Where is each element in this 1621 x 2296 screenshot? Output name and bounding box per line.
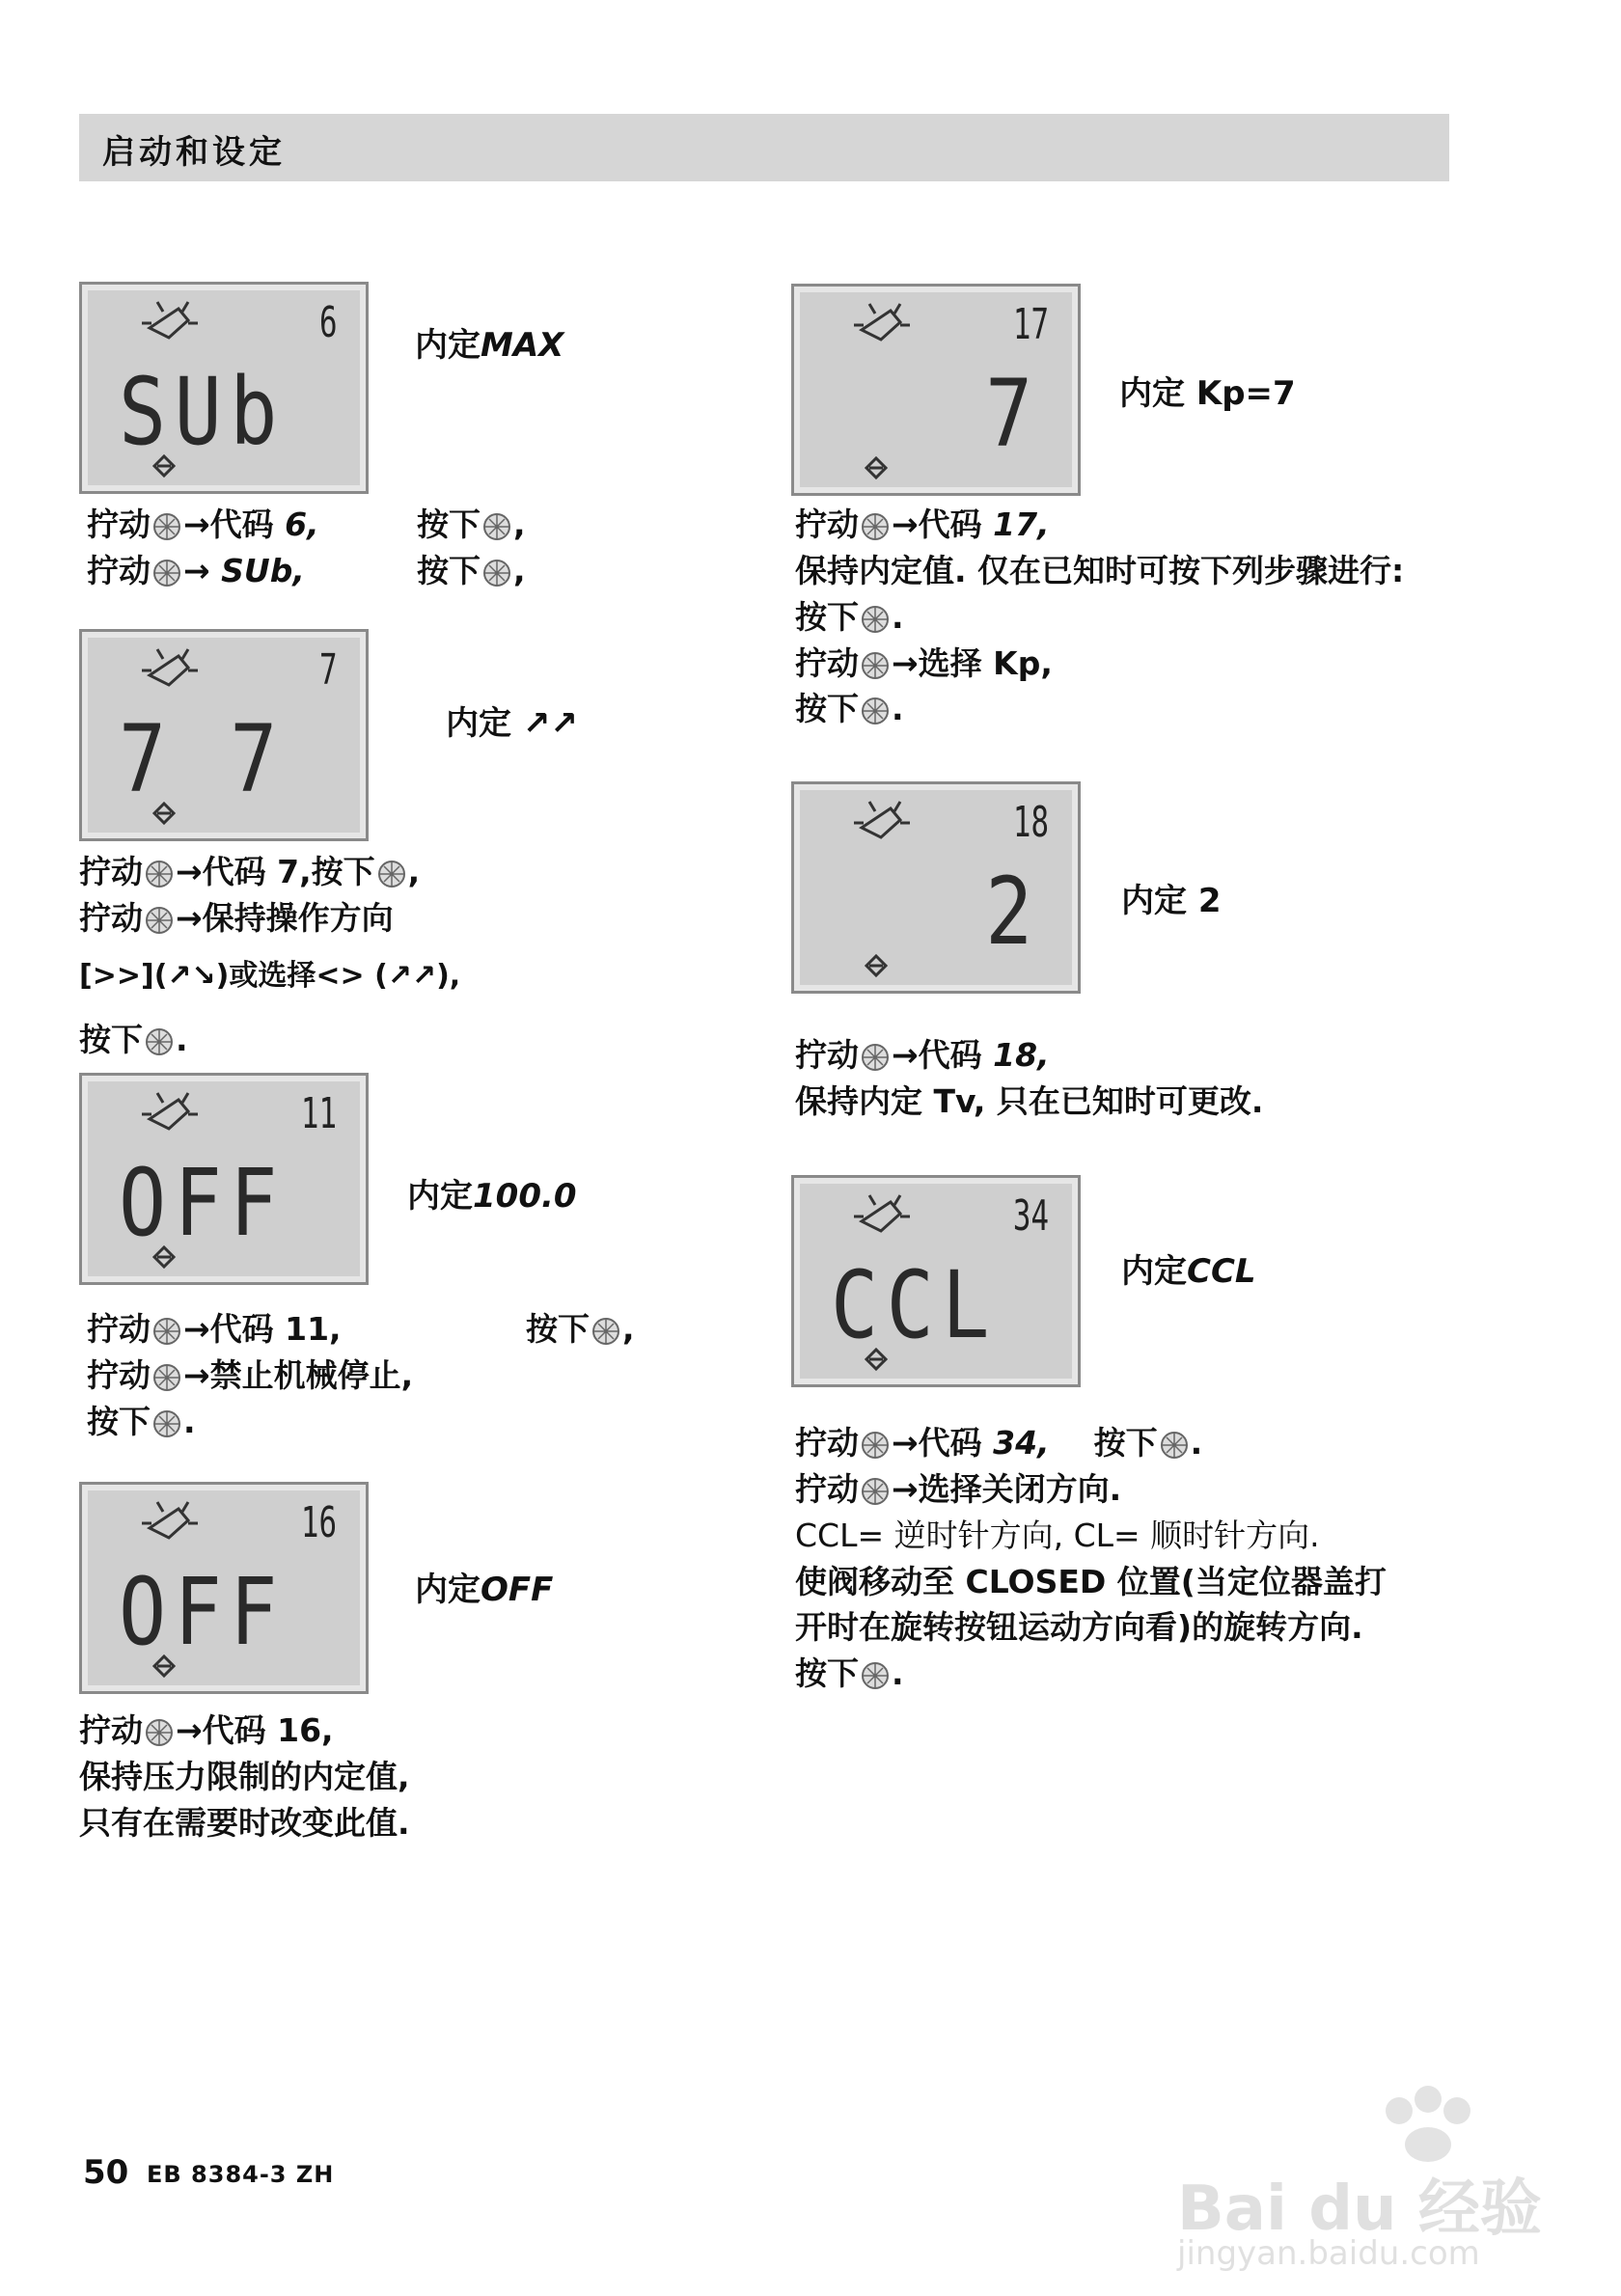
knob-icon [152, 507, 181, 536]
knob-icon [1160, 1426, 1189, 1455]
note-prefix: 内定 [1121, 1252, 1187, 1291]
default-note [1121, 874, 1222, 921]
instruction-block: 拧动 →代码 16, 保持压力限制的内定值, 只有在需要时改变此值. [79, 1711, 410, 1842]
note-prefix: 内定 [415, 326, 481, 365]
instruction-block-right: 按下 , [526, 1310, 635, 1348]
instruction-block: 拧动 →代码 6, 拧动 → SUb, [87, 506, 319, 589]
knob-icon [145, 901, 174, 930]
lcd-value: OFF [119, 1149, 286, 1257]
lcd-value: 7 [985, 360, 1041, 468]
lcd-display-code-6 [79, 282, 369, 494]
note-value: ↗↗ [522, 704, 578, 743]
lcd-display-code-17 [791, 284, 1081, 496]
default-note [1121, 1244, 1256, 1292]
section-title: 启动和设定 [102, 133, 286, 172]
instruction-block: 拧动 →代码 18, 保持内定 Tv, 只在已知时可更改. [795, 1036, 1264, 1120]
knob-icon [145, 1713, 174, 1742]
knob-icon [152, 1312, 181, 1341]
note-value: 2 [1197, 882, 1222, 920]
knob-icon [861, 1472, 890, 1501]
arrow-indicator-icon [866, 458, 886, 478]
lcd-display-code-34 [791, 1175, 1081, 1387]
lcd-code: 18 [1012, 798, 1049, 847]
lcd-value: 2 [985, 858, 1041, 966]
knob-icon [152, 554, 181, 583]
knob-icon [591, 1312, 620, 1341]
default-note [407, 1169, 577, 1216]
instruction-block: 拧动 →代码 34, 按下 . 拧动 →选择关闭方向. CCL= 逆时针方向, CL= 顺时针方向. 使阀移动至 CLOSED 位置(当定位器盖打 开时在旋转按钮运动方向看)的旋转方向. 按下 . [795, 1424, 1387, 1693]
knob-icon [482, 554, 511, 583]
knob-icon [482, 507, 511, 536]
watermark-brand: Bai du 经验 [1177, 2173, 1542, 2245]
note-prefix: 内定 [446, 704, 511, 743]
knob-icon [861, 1656, 890, 1685]
instruction-block: 拧动 →代码 7,按下 , 拧动 →保持操作方向 [79, 853, 421, 937]
knob-icon [861, 692, 890, 721]
lcd-value: SUb [119, 358, 286, 466]
lcd-code: 11 [300, 1089, 337, 1138]
note-value: MAX [481, 326, 564, 365]
instruction-block-right: 按下 , 按下 , [417, 506, 526, 589]
lcd-display-code-11 [79, 1073, 369, 1285]
note-value: 100.0 [473, 1177, 577, 1216]
lcd-value: CCL [831, 1251, 998, 1359]
note-value: Kp=7 [1195, 374, 1296, 413]
instruction-block: 拧动 →代码 11, 拧动 →禁止机械停止, 按下 . [87, 1310, 414, 1440]
instruction-press: 按下 . [79, 1021, 188, 1058]
note-value: CCL [1187, 1252, 1256, 1291]
instruction-block: 拧动 →代码 17, 保持内定值. 仅在已知时可按下列步骤进行: 按下 . 拧动 →选择 Kp, 按下 . [795, 506, 1405, 728]
note-prefix: 内定 [407, 1177, 473, 1216]
lcd-code: 16 [300, 1498, 337, 1547]
note-prefix: 内定 [1119, 374, 1185, 413]
lcd-display-code-18 [791, 781, 1081, 994]
page-number: 50 [83, 2153, 129, 2192]
section-header [79, 114, 1449, 181]
note-prefix: 内定 [1121, 882, 1187, 920]
lcd-display-code-16 [79, 1482, 369, 1694]
note-prefix: 内定 [415, 1571, 481, 1609]
knob-icon [152, 1358, 181, 1387]
default-note [446, 697, 578, 744]
knob-icon [861, 507, 890, 536]
lcd-display-code-7 [79, 629, 369, 841]
direction-options: [>>](↗↘)或选择<> (↗↗), [79, 959, 461, 993]
knob-icon [377, 855, 406, 884]
knob-icon [861, 646, 890, 675]
default-note [1119, 367, 1296, 414]
knob-icon [861, 600, 890, 629]
lcd-code: 34 [1012, 1191, 1049, 1241]
knob-icon [152, 1405, 181, 1434]
lcd-value: 7 7 [119, 705, 286, 813]
watermark [1177, 2072, 1582, 2275]
knob-icon [145, 1023, 174, 1052]
knob-icon [145, 855, 174, 884]
watermark-url: jingyan.baidu.com [1177, 2234, 1480, 2273]
note-value: OFF [481, 1571, 554, 1609]
lcd-value: OFF [119, 1558, 286, 1666]
lcd-code: 7 [318, 645, 337, 695]
knob-icon [861, 1426, 890, 1455]
knob-icon [861, 1038, 890, 1067]
lcd-code: 6 [318, 298, 337, 347]
lcd-code: 17 [1012, 300, 1049, 349]
default-note [415, 318, 563, 366]
arrow-indicator-icon [866, 956, 886, 975]
document-id: EB 8384-3 ZH [147, 2161, 335, 2188]
default-note [415, 1563, 553, 1610]
